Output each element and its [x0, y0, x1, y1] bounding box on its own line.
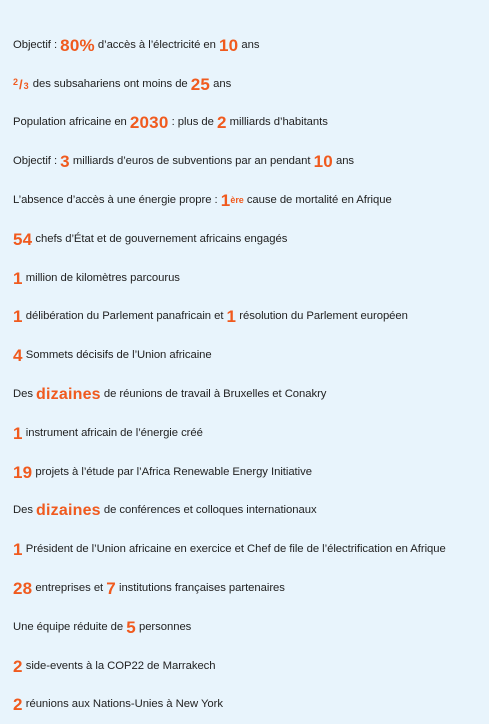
highlight-figure: 2030 [129, 113, 169, 133]
fact-text: Des [13, 504, 37, 517]
fact-cop22 [13, 647, 485, 686]
highlight-figure: 7 [106, 579, 116, 599]
fact-text: entreprises et [32, 581, 107, 594]
fact-text: de réunions de travail à Bruxelles et Conakry [100, 387, 327, 400]
fact-text: million de kilomètres parcourus [22, 271, 180, 284]
fact-text: d’accès à l’électricité en [94, 38, 219, 51]
fact-partners [13, 569, 485, 608]
highlight-figure: 54 [13, 229, 33, 249]
highlight-figure: 2 [13, 695, 23, 715]
fact-text: réunions aux Nations-Unies à New York [22, 698, 223, 711]
fact-text: personnes [135, 620, 192, 633]
highlight-figure: 10 [313, 152, 333, 172]
fact-text: L’absence d’accès à une énergie propre : [13, 193, 221, 206]
fact-au-summits [13, 336, 485, 375]
fraction-denominator: 3 [23, 80, 30, 91]
fact-aerei-projects [13, 453, 485, 492]
fact-text: ans [238, 38, 260, 51]
highlight-figure: 1 [13, 307, 23, 327]
highlight-figure: 19 [13, 462, 33, 482]
highlight-figure: 2 [216, 113, 227, 133]
highlight-figure: 1 [13, 268, 23, 288]
fraction-figure [13, 78, 30, 91]
fact-text: chefs d’État et de gouvernement africains engagés [32, 232, 288, 245]
fact-text: : plus de [168, 116, 217, 129]
fact-heads-of-state [13, 220, 485, 259]
fact-text: Président de l’Union africaine en exercice et Chef de file de l’électrification en Afrique [22, 543, 446, 556]
fact-text: Sommets décisifs de l’Union africaine [22, 349, 212, 362]
highlight-figure: 1 [226, 307, 237, 327]
fact-parliament-deliberations [13, 298, 485, 337]
highlight-figure: 10 [218, 35, 239, 55]
fact-text: side-events à la COP22 de Marrakech [22, 659, 216, 672]
fact-text: Une équipe réduite de [13, 620, 127, 633]
fact-text: résolution du Parlement européen [236, 310, 408, 323]
fact-objective-subsidies [13, 142, 485, 181]
fact-population-2030 [13, 104, 485, 143]
highlight-figure: 3 [60, 152, 70, 172]
fact-text: cause de mortalité en Afrique [243, 193, 392, 206]
fraction-slash: / [19, 76, 24, 92]
highlight-word: dizaines [36, 501, 101, 519]
fact-clean-energy-mortality [13, 181, 485, 220]
fact-text: milliards d’habitants [226, 116, 328, 129]
highlight-figure: 28 [13, 579, 33, 599]
highlight-figure: 1 [13, 423, 23, 443]
fact-text: ans [332, 155, 355, 168]
fact-subsaharans-young [13, 65, 485, 104]
ordinal-superscript: ère [230, 195, 244, 206]
fact-au-president [13, 530, 485, 569]
fact-team [13, 608, 485, 647]
highlight-figure: 4 [13, 346, 23, 366]
fact-un-meetings [13, 686, 485, 724]
highlight-figure: 5 [126, 617, 136, 637]
fact-text: Objectif : [13, 155, 61, 168]
highlight-figure: 25 [190, 74, 211, 94]
fact-text: délibération du Parlement panafricain et [22, 310, 227, 323]
fact-text: de conférences et colloques internationaux [100, 504, 317, 517]
key-figures-list [13, 26, 485, 724]
highlight-figure: 80% [60, 35, 95, 55]
fact-text: Objectif : [13, 38, 61, 51]
fact-working-meetings [13, 375, 485, 414]
highlight-figure: 2 [13, 656, 23, 676]
fact-text: institutions françaises partenaires [115, 581, 285, 594]
fact-objective-access [13, 26, 485, 65]
highlight-word: dizaines [36, 385, 101, 403]
highlight-figure: 1 [220, 191, 231, 211]
fact-kilometers [13, 259, 485, 298]
fact-text: ans [210, 77, 232, 90]
fact-text: projets à l’étude par l’Africa Renewable Energy Initiative [32, 465, 312, 478]
fact-conferences [13, 492, 485, 531]
fact-energy-instrument [13, 414, 485, 453]
fraction-numerator: 2 [13, 76, 20, 87]
highlight-figure: 1 [13, 540, 23, 560]
fact-text: Des [13, 387, 37, 400]
fact-text: instrument africain de l’énergie créé [22, 426, 203, 439]
fact-text: Population africaine en [13, 116, 130, 129]
fact-text: des subsahariens ont moins de [29, 77, 191, 90]
fact-text: milliards d’euros de subventions par an pendant [69, 155, 314, 168]
